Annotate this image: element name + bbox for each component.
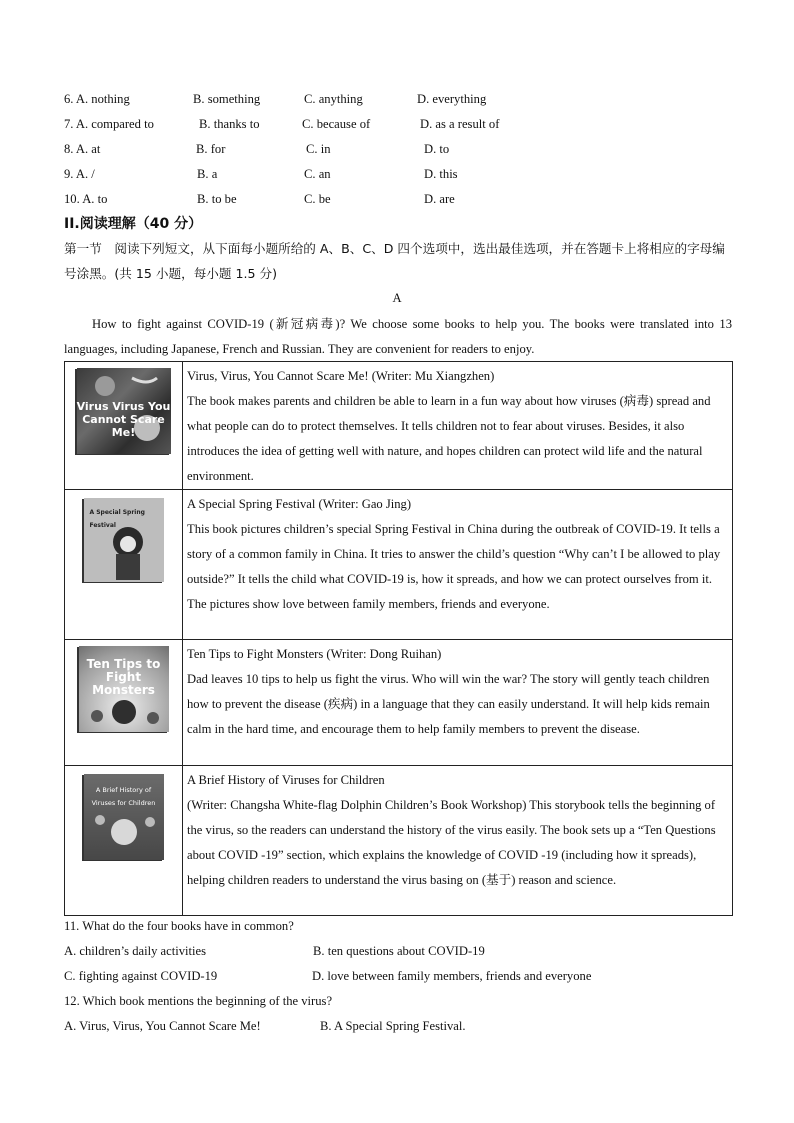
cover-title: A Special Spring Festival [89,509,145,529]
choice-b: B. for [196,142,226,156]
book-description-cell [183,362,733,490]
book-cover-image [84,774,164,860]
book-body: This book pictures children’s special Spring Festival in China during the outbreak of COVID-19. It tells a story of a common family in China. It tries to answer the child’s question “Why can’t I be allowed to play outside?” It tells the child what COVID-19 is, how it spreads, and how we can protect ourselves from it. The pictures show love between family members, friends and everyone. [187,522,721,611]
choice-a: 10. A. to [64,192,108,206]
question-11-option-c: C. fighting against COVID-19 [64,969,218,983]
choice-d: D. everything [417,92,487,106]
choice-b: B. a [197,167,218,181]
book-title: A Special Spring Festival (Writer: Gao Jing) [187,497,412,511]
choice-a: 8. A. at [64,142,101,156]
book-cover-cell [65,490,183,640]
book-cover-image [79,646,169,732]
choice-c: C. anything [304,92,363,106]
book-body: The book makes parents and children be able to learn in a fun way about how viruses (病毒) spread and what people can do to protect themselves. It tells children not to fear about viruses. Besides, it also introduces the idea of getting well with nature, and hopes children can protect wild life and the natural environment. [187,394,711,483]
choice-c: C. in [306,142,331,156]
question-11-option-a: A. children’s daily activities [64,944,206,958]
choice-c: C. because of [302,117,371,131]
choice-d: D. are [424,192,455,206]
question-12-stem: 12. Which book mentions the beginning of the virus? [64,994,333,1008]
book-cover-cell [65,640,183,766]
passage-intro: How to fight against COVID-19 (新冠病毒)? We choose some books to help you. The books were translated into 13 languages, including Japanese, French and Russian. They are convenient for readers to enjoy. [64,317,732,356]
book-title: A Brief History of Viruses for Children [187,773,385,787]
choice-a: 7. A. compared to [64,117,154,131]
table-row [65,640,733,766]
section-instruction: 第一节 阅读下列短文，从下面每小题所给的 A、B、C、D 四个选项中，选出最佳选项，并在答题卡上将相应的字母编号涂黑。(共 15 小题，每小题 1.5 分) [64,241,725,281]
passage-letter: A [392,291,402,305]
choice-b: B. to be [197,192,237,206]
book-cover-cell [65,766,183,916]
choice-d: D. as a result of [420,117,500,131]
choice-c: C. an [304,167,331,181]
book-description-cell [183,490,733,640]
cover-title: Virus Virus You Cannot Scare Me! [76,400,171,439]
book-title: Virus, Virus, You Cannot Scare Me! (Writer: Mu Xiangzhen) [187,369,495,383]
choice-a: 9. A. / [64,167,95,181]
choice-d: D. to [424,142,450,156]
question-11-option-b: B. ten questions about COVID-19 [313,944,485,958]
question-11-stem: 11. What do the four books have in common? [64,919,294,933]
cover-title: A Brief History of Viruses for Children [91,786,156,807]
section-title: II.阅读理解（40 分） [64,216,203,232]
table-row [65,490,733,640]
table-row [65,766,733,916]
book-description-cell [183,766,733,916]
book-cover-cell [65,362,183,490]
book-cover-image [77,368,171,454]
question-12-option-b: B. A Special Spring Festival. [320,1019,466,1033]
table-row [65,362,733,490]
book-body: Dad leaves 10 tips to help us fight the virus. Who will win the war? The story will gently teach children how to prevent the disease (疾病) in a language that they can easily understand. It will help kids remain calm in the hard time, and encourage them to help family members to prevent the disease. [187,672,710,736]
book-title: Ten Tips to Fight Monsters (Writer: Dong Ruihan) [187,647,442,661]
choice-d: D. this [424,167,458,181]
choice-a: 6. A. nothing [64,92,130,106]
book-description-cell [183,640,733,766]
question-12-option-a: A. Virus, Virus, You Cannot Scare Me! [64,1019,261,1033]
question-11-option-d: D. love between family members, friends and everyone [312,969,592,983]
cover-title: Ten Tips to Fight Monsters [86,657,161,697]
book-body: (Writer: Changsha White-flag Dolphin Children’s Book Workshop) This storybook tells the beginning of the virus, so the readers can understand the history of the virus easily. The book sets up a “Ten Questions about COVID -19” section, which explains the knowledge of COVID -19 (including how it spreads), helping children readers to understand the virus basing on (基于) reason and science. [187,798,716,887]
choice-b: B. thanks to [199,117,260,131]
choice-b: B. something [193,92,261,106]
book-cover-image [84,498,164,582]
choice-c: C. be [304,192,331,206]
book-table [64,361,733,916]
